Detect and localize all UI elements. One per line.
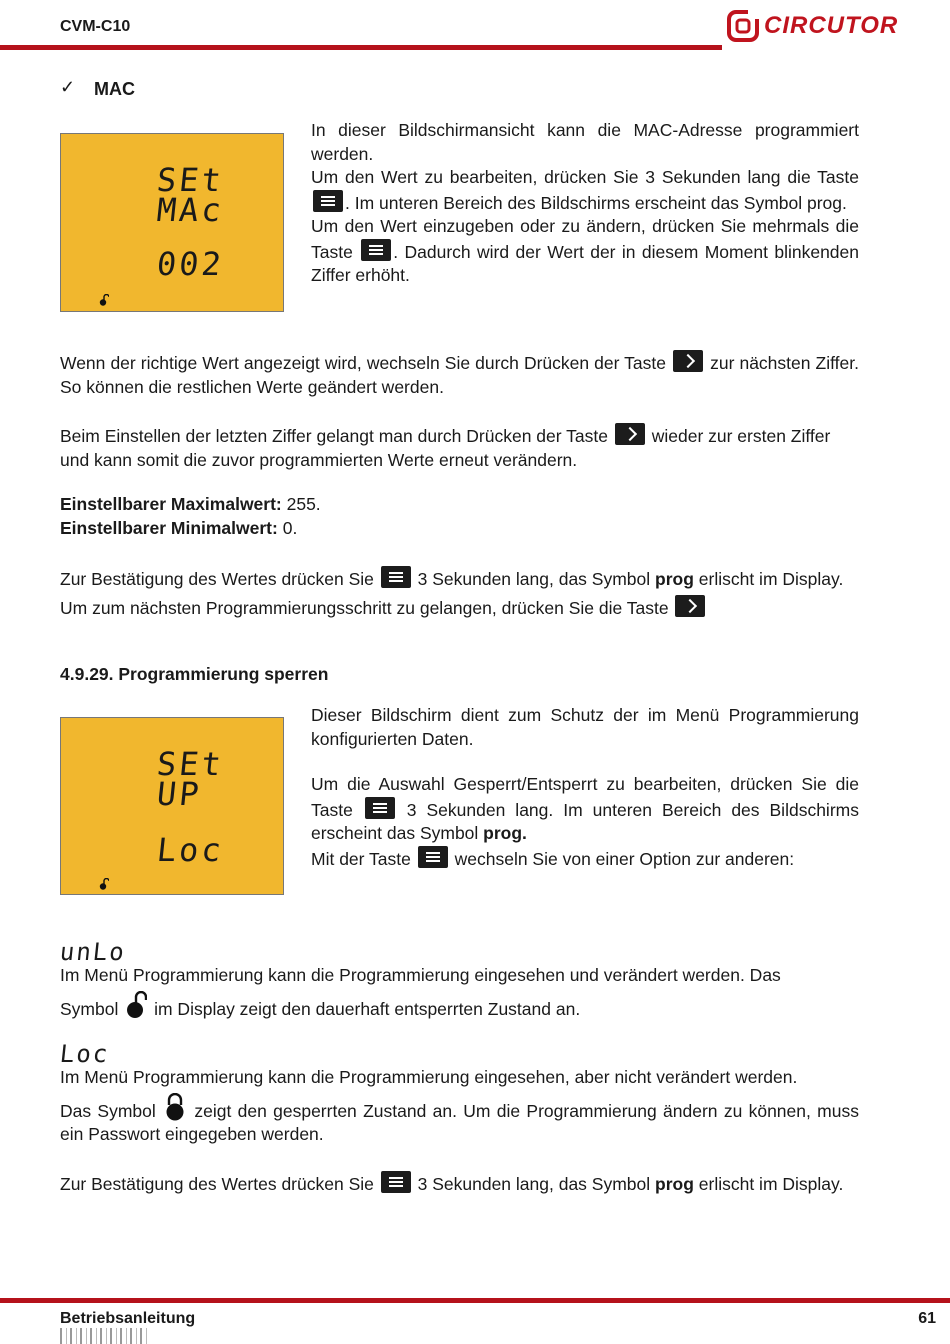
- next-key-icon: [673, 350, 703, 372]
- menu-key-icon: [418, 846, 448, 868]
- page-number: 61: [918, 1310, 936, 1327]
- brand-name: CIRCUTOR: [764, 12, 899, 39]
- check-icon: ✓: [60, 77, 76, 97]
- mac-confirm: Zur Bestätigung des Wertes drücken Sie 3 Sekunden lang, das Symbol prog erlischt im Display. Um zum nächsten Programmierungsschritt zu gelangen, drücken Sie die Taste: [60, 566, 859, 620]
- next-key-icon: [615, 423, 645, 445]
- mac-p1: In dieser Bildschirmansicht kann die MAC-Adresse programmiert werden.: [311, 120, 859, 164]
- lcd-line-3: Loc: [155, 831, 226, 869]
- lock-p2: Um die Auswahl Gesperrt/Entsperrt zu bearbeiten, drücken Sie die Taste 3 Sekunden lang. Im unteren Bereich des Bildschirms erscheint das Symbol prog.: [311, 774, 859, 843]
- lcd-line-2: MAc: [155, 191, 226, 229]
- unlo-segment-label: unLo: [58, 938, 128, 966]
- lcd-line-1: SEt: [155, 745, 226, 783]
- brand-logo: [726, 8, 906, 44]
- lock-description: [311, 704, 859, 871]
- section-heading-lock: 4.9.29. Programmierung sperren: [60, 664, 329, 684]
- mac-limits: [60, 493, 859, 540]
- menu-key-icon: [365, 797, 395, 819]
- unlocked-icon: [99, 878, 109, 890]
- min-value: 0.: [277, 517, 298, 538]
- footer-manual-label: Betriebsanleitung: [60, 1310, 196, 1327]
- document-title: CVM-C10: [60, 18, 131, 35]
- min-label: Einstellbarer Minimalwert:: [60, 517, 278, 538]
- lock-p3: Mit der Taste wechseln Sie von einer Option zur anderen:: [311, 846, 859, 872]
- lock-p1: Dieser Bildschirm dient zum Schutz der im Menü Programmierung konfigurierten Daten.: [311, 705, 859, 749]
- section-title-mac: MAC: [94, 79, 135, 99]
- lcd-display-mac: [60, 133, 284, 312]
- lcd-line-2: UP: [155, 775, 204, 813]
- mac-description: [311, 119, 859, 288]
- menu-key-icon: [381, 1171, 411, 1193]
- lock-confirm: Zur Bestätigung des Wertes drücken Sie 3 Sekunden lang, das Symbol prog erlischt im Display.: [60, 1171, 859, 1197]
- loc-description: Im Menü Programmierung kann die Programmierung eingesehen, aber nicht verändert werden. Das Symbol zeigt den gesperrten Zustand an. Um die Programmierung ändern zu können, muss ein Passwort eingegeben werden.: [60, 1067, 859, 1144]
- footer-rule: [0, 1298, 950, 1303]
- next-key-icon: [675, 595, 705, 617]
- mac-p3: Um den Wert einzugeben oder zu ändern, drücken Sie mehrmals die Taste . Dadurch wird der Wert der in diesem Moment blinkenden Ziffer erhöht.: [311, 216, 859, 285]
- locked-padlock-icon: [164, 1093, 186, 1121]
- menu-key-icon: [381, 566, 411, 588]
- mac-p4: Wenn der richtige Wert angezeigt wird, wechseln Sie durch Drücken der Taste zur nächsten Ziffer. So können die restlichen Werte geändert werden.: [60, 350, 859, 399]
- loc-segment-label: Loc: [58, 1040, 111, 1068]
- max-value: 255.: [281, 494, 321, 514]
- mac-p5: Beim Einstellen der letzten Ziffer gelangt man durch Drücken der Taste wieder zur ersten Ziffer und kann somit die zuvor programmierten Werte erneut verändern.: [60, 423, 859, 472]
- lcd-line-1: SEt: [155, 161, 226, 199]
- lcd-line-3: 002: [155, 245, 226, 283]
- menu-key-icon: [313, 190, 343, 212]
- header-rule: [0, 45, 722, 50]
- lcd-display-lock: [60, 717, 284, 895]
- max-label: Einstellbarer Maximalwert:: [60, 494, 282, 514]
- unlocked-icon: [99, 294, 109, 306]
- menu-key-icon: [361, 239, 391, 261]
- unlocked-padlock-icon: [125, 991, 147, 1019]
- circutor-logo-icon: [726, 9, 760, 43]
- unlo-description: Im Menü Programmierung kann die Programmierung eingesehen und verändert werden. Das Symbol im Display zeigt den dauerhaft entsperrten Zustand an.: [60, 965, 781, 1019]
- mac-p2: Um den Wert zu bearbeiten, drücken Sie 3 Sekunden lang die Taste . Im unteren Bereich des Bildschirms erscheint das Symbol prog.: [311, 167, 859, 213]
- barcode-icon: [60, 1328, 150, 1344]
